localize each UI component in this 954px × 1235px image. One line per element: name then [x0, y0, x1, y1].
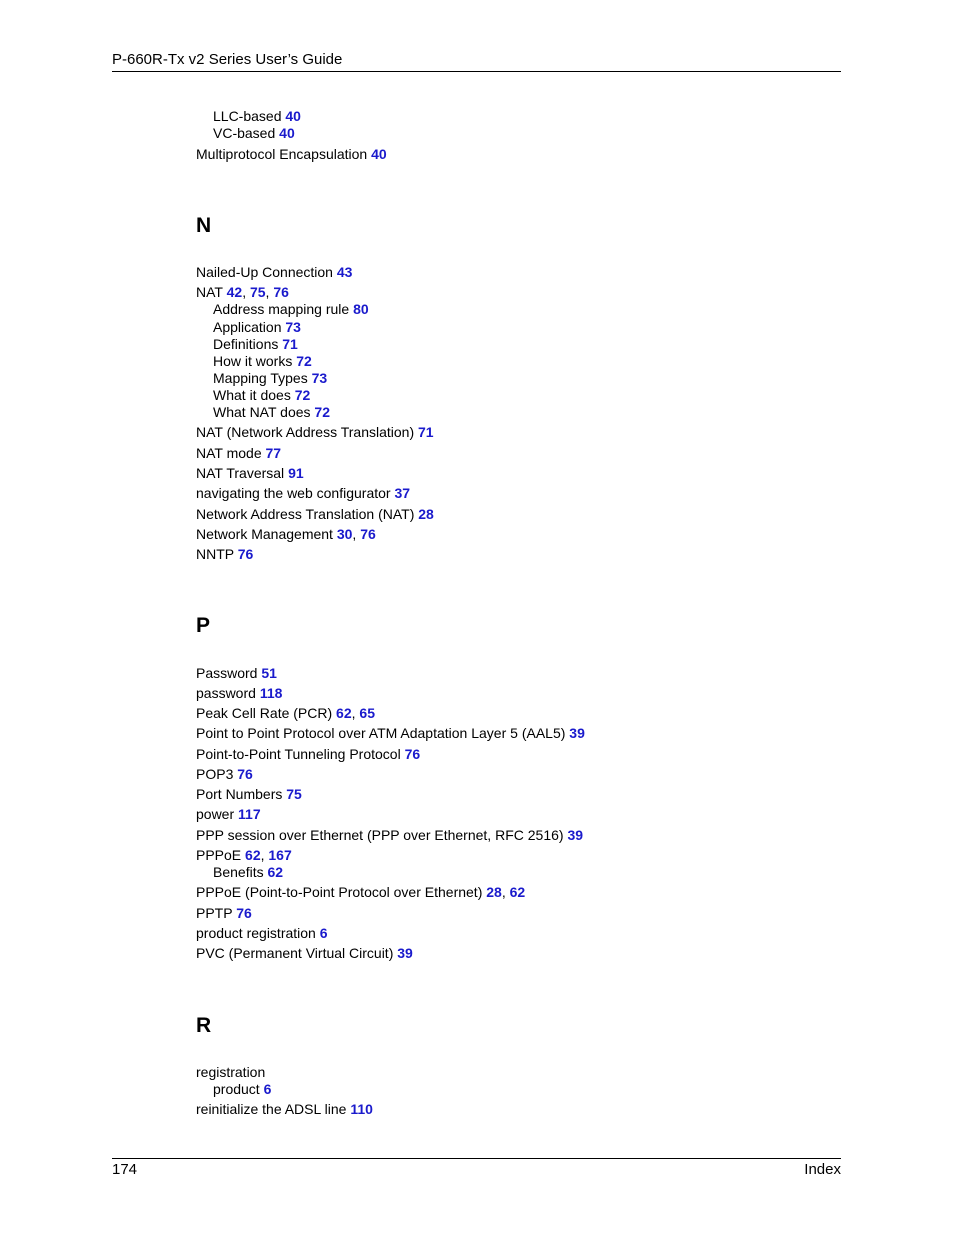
page-link[interactable]: 30 — [336, 526, 353, 542]
page-link[interactable]: 28 — [418, 506, 434, 522]
index-term: What NAT does — [213, 404, 311, 420]
index-entry — [196, 424, 434, 441]
index-page-refs — [264, 1081, 272, 1097]
index-term: Mapping Types — [213, 370, 308, 386]
page-link[interactable]: 65 — [359, 705, 375, 721]
index-entry — [196, 465, 304, 482]
page-link[interactable]: 71 — [418, 424, 434, 440]
index-section-letter: R — [196, 1014, 212, 1037]
index-page-refs — [282, 336, 298, 352]
index-page-refs — [285, 108, 301, 124]
index-term: PPPoE — [196, 847, 242, 863]
index-page-refs — [371, 146, 387, 162]
index-term: password — [196, 685, 256, 701]
index-term: LLC-based — [213, 108, 282, 124]
index-term: Nailed-Up Connection — [196, 264, 333, 280]
index-subentry — [213, 125, 295, 142]
page-link[interactable]: 75 — [286, 786, 302, 802]
index-term: registration — [196, 1064, 266, 1080]
ref-separator: , — [260, 847, 269, 863]
index-entry — [196, 546, 253, 563]
page-link[interactable]: 42 — [226, 284, 243, 300]
index-term: power — [196, 806, 235, 822]
index-term: NAT Traversal — [196, 465, 285, 481]
index-page-refs — [260, 685, 283, 701]
index-entry — [196, 945, 413, 962]
index-page-refs — [353, 301, 369, 317]
index-page-refs — [266, 445, 282, 461]
page-link[interactable]: 62 — [509, 884, 526, 900]
index-section-letter: P — [196, 614, 211, 637]
index-page-refs — [337, 264, 353, 280]
index-page-refs — [286, 786, 302, 802]
index-entry — [196, 905, 252, 922]
index-page-refs — [267, 864, 283, 880]
index-entry — [196, 884, 525, 901]
index-page-refs — [236, 905, 252, 921]
page-link[interactable]: 80 — [353, 301, 369, 317]
index-subentry — [213, 319, 301, 336]
index-entry — [196, 827, 583, 844]
page-link[interactable]: 76 — [404, 746, 421, 762]
page-link[interactable]: 167 — [268, 847, 292, 863]
index-entry — [196, 847, 292, 864]
index-subentry — [213, 1081, 271, 1098]
page-link[interactable]: 73 — [285, 319, 301, 335]
header-title: P-660R-Tx v2 Series User’s Guide — [112, 51, 343, 68]
index-entry — [196, 766, 253, 783]
index-entry — [196, 1064, 265, 1081]
index-term: PPPoE (Point-to-Point Protocol over Ethernet) — [196, 884, 483, 900]
page-link[interactable]: 51 — [261, 665, 277, 681]
index-page-refs — [245, 847, 292, 863]
index-entry — [196, 665, 277, 682]
page-link[interactable]: 28 — [486, 884, 502, 900]
index-section-letter: N — [196, 214, 212, 237]
page-link[interactable]: 91 — [288, 465, 304, 481]
page-link[interactable]: 75 — [249, 284, 266, 300]
page-link[interactable]: 76 — [237, 766, 253, 782]
page-link[interactable]: 40 — [285, 108, 301, 124]
footer-rule — [112, 1158, 841, 1159]
index-entry — [196, 485, 410, 502]
index-page-refs — [567, 827, 583, 843]
index-term: What it does — [213, 387, 291, 403]
index-page-refs — [285, 319, 301, 335]
index-term: Network Address Translation (NAT) — [196, 506, 415, 522]
page-link[interactable]: 110 — [350, 1101, 373, 1117]
index-entry — [196, 445, 281, 462]
index-subentry — [213, 108, 301, 125]
page-link[interactable]: 43 — [336, 264, 353, 280]
index-page-refs — [288, 465, 304, 481]
index-term: reinitialize the ADSL line — [196, 1101, 347, 1117]
index-term: Port Numbers — [196, 786, 283, 802]
index-page-refs — [312, 370, 328, 386]
index-term: NAT — [196, 284, 223, 300]
index-entry — [196, 284, 289, 301]
index-page-refs — [394, 485, 410, 501]
index-page-refs — [238, 546, 254, 562]
index-term: Application — [213, 319, 282, 335]
index-term: Benefits — [213, 864, 264, 880]
page-link[interactable]: 72 — [296, 353, 312, 369]
index-subentry — [213, 301, 369, 318]
index-subentry — [213, 370, 327, 387]
index-subentry — [213, 353, 312, 370]
index-term: Network Management — [196, 526, 333, 542]
index-entry — [196, 1101, 373, 1118]
index-entry — [196, 264, 352, 281]
index-page-refs — [279, 125, 295, 141]
index-term: PPP session over Ethernet (PPP over Ethernet, RFC 2516) — [196, 827, 564, 843]
index-entry — [196, 806, 261, 823]
index-term: Multiprotocol Encapsulation — [196, 146, 368, 162]
page-link[interactable]: 6 — [263, 1081, 272, 1097]
page-link[interactable]: 39 — [569, 725, 585, 741]
ref-separator: , — [501, 884, 510, 900]
index-subentry — [213, 336, 298, 353]
index-term: Point to Point Protocol over ATM Adaptation Layer 5 (AAL5) — [196, 725, 566, 741]
index-term: product — [213, 1081, 260, 1097]
index-page-refs — [486, 884, 525, 900]
index-term: Peak Cell Rate (PCR) — [196, 705, 333, 721]
footer-page-number: 174 — [112, 1161, 138, 1178]
index-page-refs — [397, 945, 413, 961]
header-rule — [112, 71, 841, 72]
page-link[interactable]: 76 — [236, 905, 252, 921]
page-link[interactable]: 77 — [265, 445, 282, 461]
index-page-refs — [336, 705, 375, 721]
index-entry — [196, 725, 585, 742]
index-page-refs — [418, 424, 434, 440]
index-entry — [196, 786, 302, 803]
page-link[interactable]: 72 — [314, 404, 330, 420]
page-link[interactable]: 76 — [237, 546, 254, 562]
index-term: NAT (Network Address Translation) — [196, 424, 415, 440]
index-page-refs — [238, 806, 261, 822]
page-link[interactable]: 117 — [238, 806, 261, 822]
index-term: product registration — [196, 925, 316, 941]
index-term: Address mapping rule — [213, 301, 350, 317]
index-entry — [196, 925, 328, 942]
index-page-refs — [261, 665, 277, 681]
page-link[interactable]: 76 — [360, 526, 376, 542]
index-entry — [196, 526, 376, 543]
page-link[interactable]: 62 — [245, 847, 261, 863]
page-link[interactable]: 62 — [336, 705, 352, 721]
page-link[interactable]: 40 — [371, 146, 387, 162]
index-term: Definitions — [213, 336, 279, 352]
page-link[interactable]: 76 — [273, 284, 289, 300]
page-link[interactable]: 72 — [294, 387, 311, 403]
index-page-refs — [337, 526, 376, 542]
index-term: Password — [196, 665, 258, 681]
index-page-refs — [320, 925, 328, 941]
page-link[interactable]: 39 — [397, 945, 413, 961]
index-page-refs — [227, 284, 289, 300]
index-page-refs — [418, 506, 434, 522]
index-entry — [196, 146, 387, 163]
index-page-refs — [296, 353, 312, 369]
index-term: VC-based — [213, 125, 276, 141]
index-term: POP3 — [196, 766, 234, 782]
page-link[interactable]: 39 — [567, 827, 584, 843]
index-page-refs — [237, 766, 253, 782]
index-entry — [196, 506, 434, 523]
index-term: NAT mode — [196, 445, 262, 461]
page-link[interactable]: 71 — [282, 336, 298, 352]
index-subentry — [213, 387, 310, 404]
ref-separator: , — [352, 526, 361, 542]
index-entry — [196, 705, 375, 722]
index-term: Point-to-Point Tunneling Protocol — [196, 746, 401, 762]
index-entry — [196, 746, 420, 763]
index-page-refs — [405, 746, 421, 762]
ref-separator: , — [265, 284, 274, 300]
index-subentry — [213, 864, 283, 881]
index-term: How it works — [213, 353, 293, 369]
index-page-refs — [350, 1101, 373, 1117]
index-page-refs — [314, 404, 330, 420]
page-link[interactable]: 6 — [319, 925, 328, 941]
index-entry — [196, 685, 282, 702]
index-term: navigating the web configurator — [196, 485, 391, 501]
index-term: NNTP — [196, 546, 234, 562]
page-link[interactable]: 62 — [267, 864, 284, 880]
index-page-refs — [295, 387, 311, 403]
footer-section-name: Index — [804, 1161, 841, 1178]
ref-separator: , — [351, 705, 360, 721]
page-link[interactable]: 37 — [394, 485, 411, 501]
index-term: PVC (Permanent Virtual Circuit) — [196, 945, 394, 961]
page-link[interactable]: 40 — [279, 125, 295, 141]
ref-separator: , — [242, 284, 250, 300]
index-subentry — [213, 404, 330, 421]
index-page-refs — [569, 725, 585, 741]
page-link[interactable]: 118 — [259, 685, 283, 701]
index-term: PPTP — [196, 905, 233, 921]
page-link[interactable]: 73 — [311, 370, 328, 386]
